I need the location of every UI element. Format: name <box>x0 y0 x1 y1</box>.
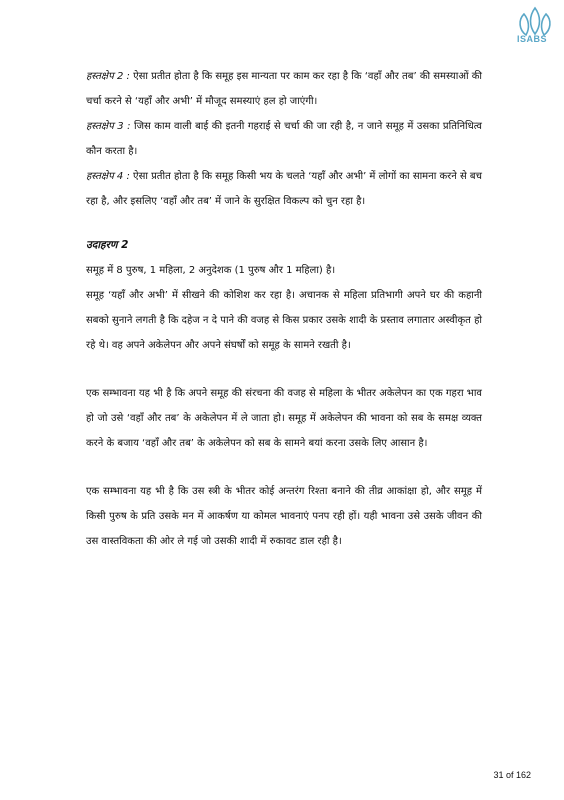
intervention-2 <box>86 64 482 114</box>
intervention-label: हस्तक्षेप 3 : <box>86 121 131 132</box>
page-number: 31 of 162 <box>493 770 531 780</box>
intervention-text: जिस काम वाली बाई की इतनी गहराई से चर्चा की जा रही है, न जाने समूह में उसका प्रतिनिधित्व कौन करता है। <box>86 121 482 157</box>
possibility-2: एक सम्भावना यह भी है कि उस स्त्री के भीतर कोई अन्तरंग रिश्ता बनाने की तीव्र आकांक्षा हो, और समूह में किसी पुरुष के प्रति उसके मन में आकर्षण या कोमल भावनाएं पनप रही हों। यही भावना उसे उसके जीवन की उस वास्तविकता की ओर ले गई जो उसकी शादी में रुकावट डाल रही है। <box>86 486 482 547</box>
intervention-4 <box>86 164 482 214</box>
isabs-logo <box>512 6 558 54</box>
intervention-label: हस्तक्षेप 2 : <box>86 71 130 82</box>
intervention-label: हस्तक्षेप 4 : <box>86 171 130 182</box>
intervention-3 <box>86 114 482 164</box>
example-description: समूह ‘यहाँ और अभी’ में सीखने की कोशिश कर रहा है। अचानक से महिला प्रतिभागी अपने घर की कहानी सबको सुनाने लगती है कि दहेज न दे पाने की वजह से किस प्रकार उसके शादी के प्रस्ताव लगातार अस्वीकृत हो रहे थे। वह अपने अकेलेपन और अपने संघर्षों को समूह के सामने रखती है। <box>86 290 482 351</box>
logo-text: ISABS <box>517 34 548 44</box>
page-content <box>86 64 482 554</box>
example-heading: उदाहरण 2 <box>86 239 129 251</box>
possibility-1: एक सम्भावना यह भी है कि अपने समूह की संरचना की वजह से महिला के भीतर अकेलेपन का एक गहरा भाव हो जो उसे ‘वहाँ और तब’ के अकेलेपन में ले जाता हो। समूह में अकेलेपन की भावना को सब के समक्ष व्यक्त करने के बजाय ‘वहाँ और तब’ के अकेलेपन को सब के सामने बयां करना उसके लिए आसान है। <box>86 388 482 449</box>
intervention-text: ऐसा प्रतीत होता है कि समूह इस मान्यता पर काम कर रहा है कि ‘वहाँ और तब’ की समस्याओं की चर्चा करने से ‘यहाँ और अभी’ में मौजूद समस्याएं हल हो जाएंगी। <box>86 71 482 107</box>
example-composition: समूह में 8 पुरुष, 1 महिला, 2 अनुदेशक (1 पुरुष और 1 महिला) है। <box>86 265 336 276</box>
intervention-text: ऐसा प्रतीत होता है कि समूह किसी भय के चलते ‘यहाँ और अभी’ में लोगों का सामना करने से बच रहा है, और इसलिए ‘वहाँ और तब’ में जाने के सुरक्षित विकल्प को चुन रहा है। <box>86 171 482 207</box>
